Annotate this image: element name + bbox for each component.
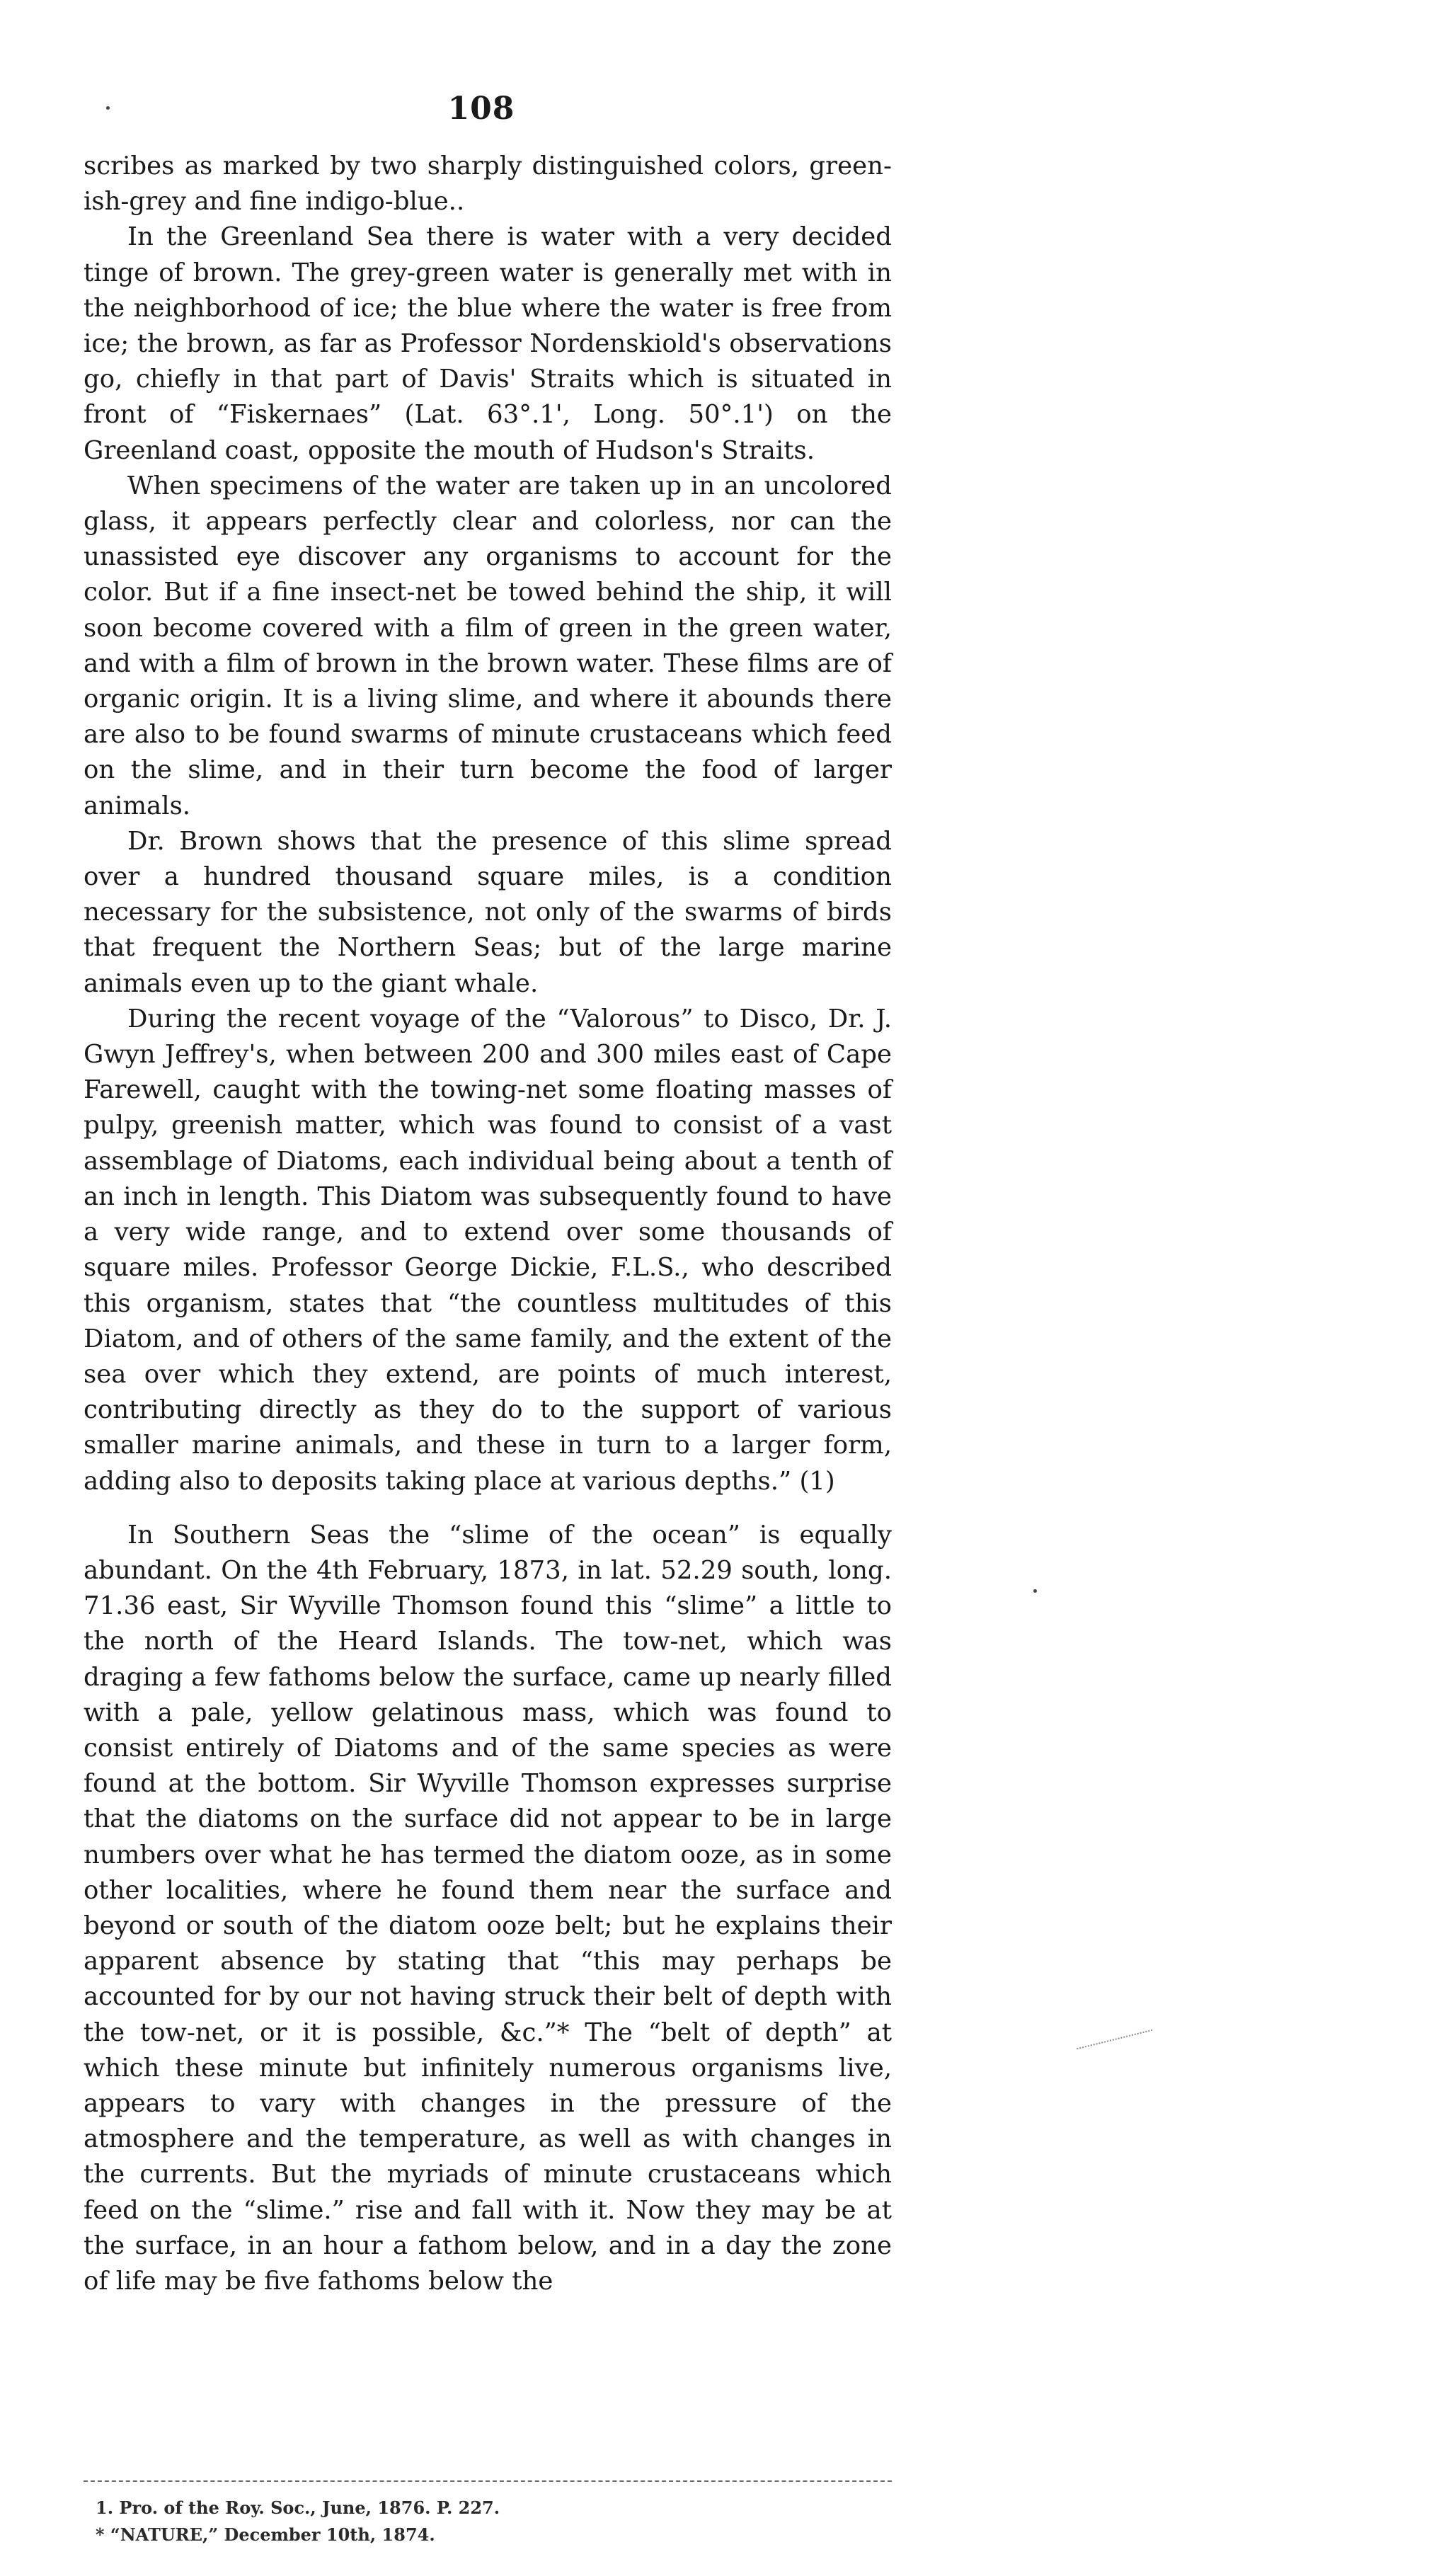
body-text (84, 149, 892, 2299)
footnote-star: * “NATURE,” December 10th, 1874. (96, 2524, 435, 2545)
paragraph-greenland-sea: In the Greenland Sea there is water with a very decided tinge of brown. The grey-green water is generally met with in the neighborhood of ice; the blue where the water is free from ice; the brown, as far as Professor Nordenskiold's observations go, chiefly in that part of Davis' Straits which is situated in front of “Fiskernaes” (Lat. 63°.1', Long. 50°.1') on the Greenland coast, opposite the mouth of Hudson's Straits. (84, 222, 892, 465)
paragraph-valorous-voyage: During the recent voyage of the “Valorous” to Disco, Dr. J. Gwyn Jeffrey's, when between 200 and 300 miles east of Cape Farewell, caught with the towing-net some floating masses of pulpy, greenish matter, which was found to consist of a vast assemblage of Diatoms, each individual being about a tenth of an inch in length. This Diatom was subsequently found to have a very wide range, and to extend over some thousands of square miles. Professor George Dickie, F.L.S., who described this organism, states that “the countless multitudes of this Diatom, and of others of the same family, and the extent of the sea over which they extend, are points of much interest, contributing directly as they do to the support of various smaller marine animals, and these in turn to a larger form, adding also to deposits taking place at various depths.” (1) (84, 1004, 892, 1496)
paragraph-dr-brown: Dr. Brown shows that the presence of this slime spread over a hundred thousand square miles, is a condition necessary for the subsistence, not only of the swarms of birds that frequent the Northern Seas; but of the large marine animals even up to the giant whale. (84, 826, 892, 998)
paragraph-southern-seas: In Southern Seas the “slime of the ocean” is equally abundant. On the 4th February, 1873, in lat. 52.29 south, long. 71.36 east, Sir Wyville Thomson found this “slime” a little to the north of the Heard Islands. The tow-net, which was draging a few fathoms below the surface, came up nearly filled with a pale, yellow gelatinous mass, which was found to consist entirely of Diatoms and of the same species as were found at the bottom. Sir Wyville Thomson expresses surprise that the diatoms on the surface did not appear to be in large numbers over what he has termed the diatom ooze, as in some other localities, where he found them near the surface and beyond or south of the diatom ooze belt; but he explains their apparent absence by stating that “this may perhaps be accounted for by our not having struck their belt of depth with the tow-net, or it is possible, &c.”* The “belt of depth” at which these minute but infinitely numerous organisms live, appears to vary with changes in the pressure of the atmosphere and the temperature, as well as with changes in the currents. But the myriads of minute crustaceans which feed on the “slime.” rise and fall with it. Now they may be at the surface, in an hour a fathom below, and in a day the zone of life may be five fathoms below the (84, 1520, 892, 2296)
page-number: 108 (447, 91, 515, 127)
paragraph-continuation: scribes as marked by two sharply distinguished colors, green-ish-grey and fine indigo-blue.. (84, 151, 892, 217)
footnotes (96, 2495, 803, 2548)
paragraph-water-specimens: When specimens of the water are taken up in an uncolored glass, it appears perfectly clear and colorless, nor can the unassisted eye discover any organisms to account for the color. But if a fine insect-net be towed behind the ship, it will soon become covered with a film of green in the green water, and with a film of brown in the brown water. These films are of organic origin. It is a living slime, and where it abounds there are also to be found swarms of minute crustaceans which feed on the slime, and in their turn become the food of larger animals. (84, 471, 892, 820)
scan-speck (1033, 1589, 1037, 1593)
scan-speck (1077, 2030, 1153, 2051)
footnote-divider (84, 2480, 892, 2482)
footnote-1: 1. Pro. of the Roy. Soc., June, 1876. P. 227. (96, 2497, 500, 2518)
scan-speck (106, 106, 110, 110)
